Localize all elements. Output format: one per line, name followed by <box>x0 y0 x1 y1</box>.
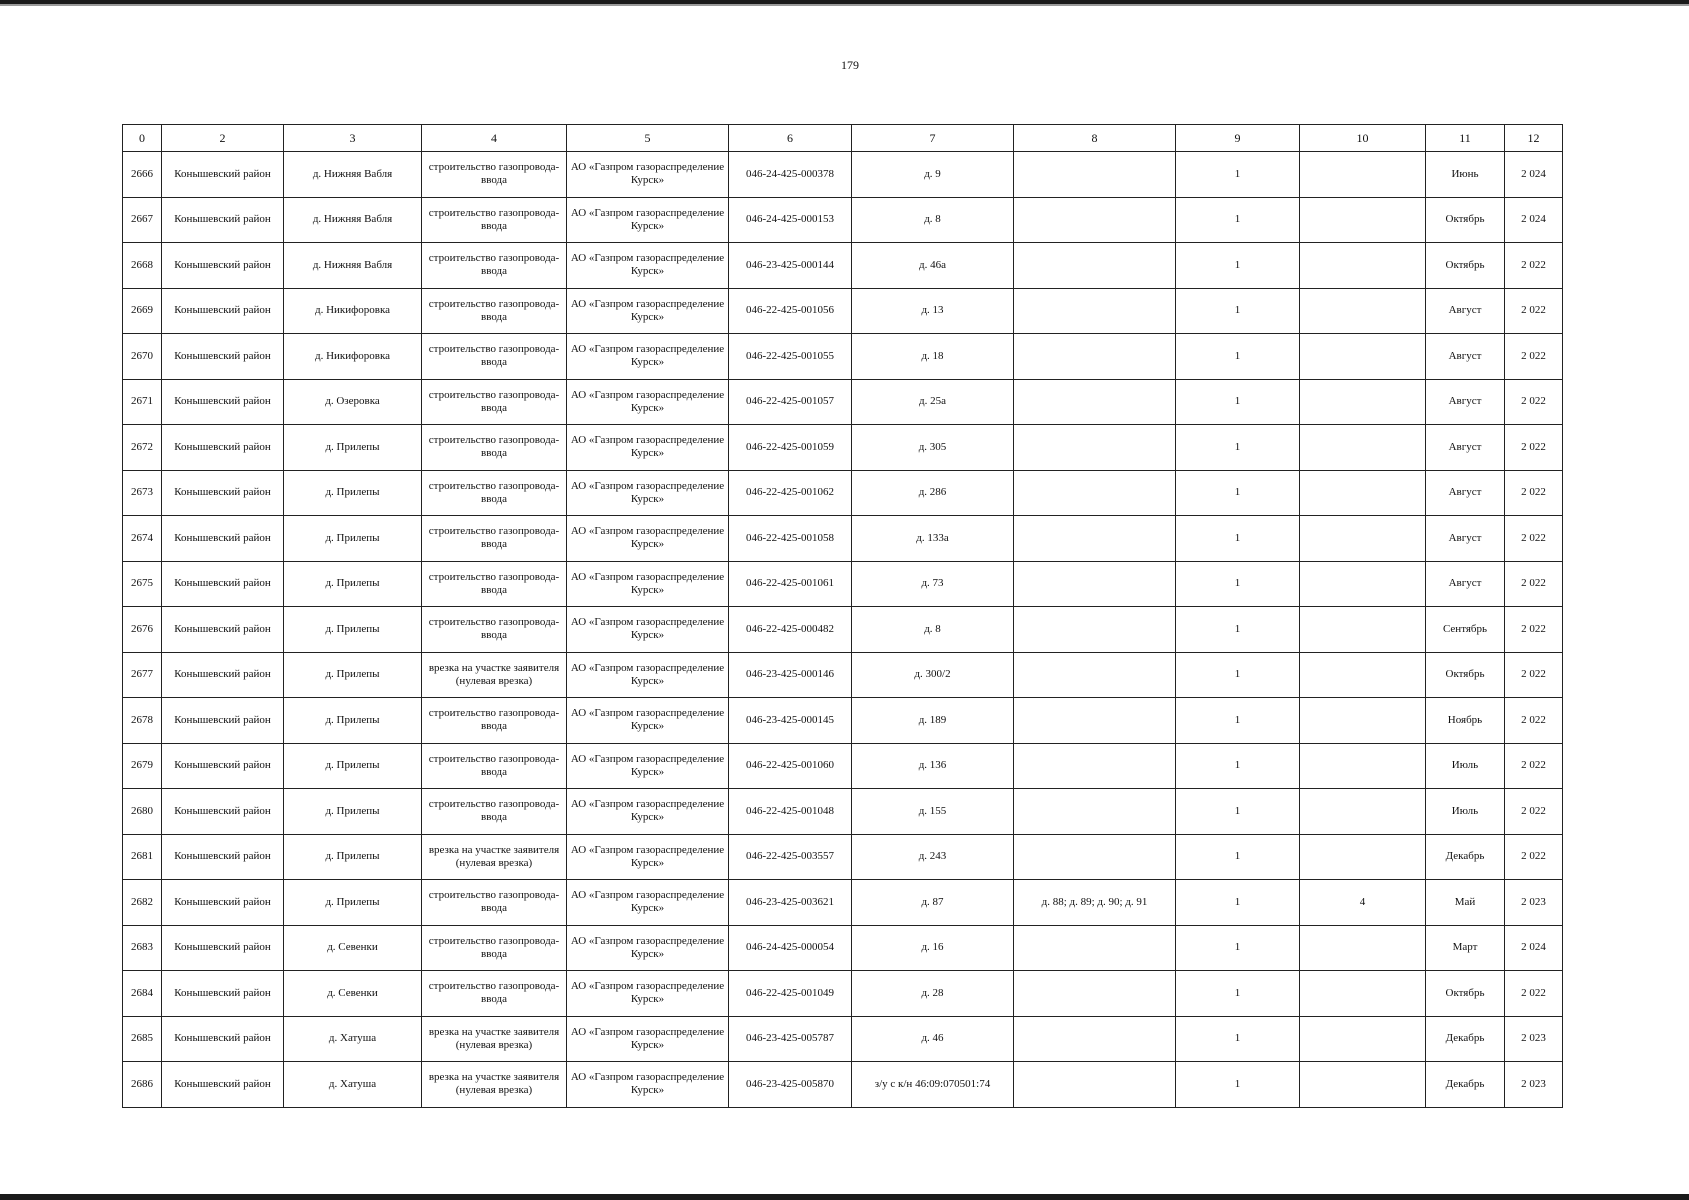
cell-month: Август <box>1426 470 1505 516</box>
cell-month: Август <box>1426 288 1505 334</box>
cell-count: 1 <box>1176 425 1300 471</box>
cell-year: 2 022 <box>1505 834 1563 880</box>
cell-address: д. 286 <box>852 470 1014 516</box>
cell-count: 1 <box>1176 971 1300 1017</box>
cell-address: д. 13 <box>852 288 1014 334</box>
cell-year: 2 022 <box>1505 789 1563 835</box>
cell-month: Сентябрь <box>1426 607 1505 653</box>
cell-additional-addresses <box>1014 652 1176 698</box>
cell-extra-count <box>1300 1016 1426 1062</box>
cell-extra-count <box>1300 197 1426 243</box>
cell-count: 1 <box>1176 880 1300 926</box>
cell-work-type: строительство газопровода-ввода <box>422 516 567 562</box>
cell-additional-addresses <box>1014 379 1176 425</box>
cell-year: 2 022 <box>1505 379 1563 425</box>
cell-application-number: 046-23-425-000146 <box>729 652 852 698</box>
cell-address: д. 9 <box>852 152 1014 198</box>
cell-district: Конышевский район <box>162 743 284 789</box>
cell-district: Конышевский район <box>162 334 284 380</box>
cell-application-number: 046-22-425-001061 <box>729 561 852 607</box>
cell-address: д. 243 <box>852 834 1014 880</box>
cell-count: 1 <box>1176 789 1300 835</box>
cell-work-type: врезка на участке заявителя (нулевая врезка) <box>422 1016 567 1062</box>
cell-extra-count <box>1300 470 1426 516</box>
cell-extra-count <box>1300 834 1426 880</box>
header-col-5: 5 <box>567 125 729 152</box>
cell-application-number: 046-22-425-001055 <box>729 334 852 380</box>
cell-extra-count <box>1300 425 1426 471</box>
table-row <box>123 561 1563 607</box>
table-row <box>123 470 1563 516</box>
cell-work-type: строительство газопровода-ввода <box>422 971 567 1017</box>
cell-year: 2 023 <box>1505 1016 1563 1062</box>
cell-count: 1 <box>1176 1062 1300 1108</box>
cell-row-number: 2667 <box>123 197 162 243</box>
cell-settlement: д. Прилепы <box>284 789 422 835</box>
cell-extra-count <box>1300 152 1426 198</box>
cell-district: Конышевский район <box>162 1016 284 1062</box>
cell-additional-addresses <box>1014 1016 1176 1062</box>
cell-count: 1 <box>1176 834 1300 880</box>
cell-month: Октябрь <box>1426 197 1505 243</box>
header-col-12: 12 <box>1505 125 1563 152</box>
cell-address: д. 46а <box>852 243 1014 289</box>
cell-work-type: строительство газопровода-ввода <box>422 743 567 789</box>
cell-year: 2 023 <box>1505 880 1563 926</box>
cell-application-number: 046-24-425-000054 <box>729 925 852 971</box>
cell-year: 2 022 <box>1505 334 1563 380</box>
cell-additional-addresses <box>1014 925 1176 971</box>
cell-extra-count <box>1300 379 1426 425</box>
cell-row-number: 2673 <box>123 470 162 516</box>
cell-settlement: д. Нижняя Вабля <box>284 197 422 243</box>
cell-work-type: строительство газопровода-ввода <box>422 288 567 334</box>
cell-work-type: строительство газопровода-ввода <box>422 425 567 471</box>
cell-application-number: 046-22-425-001062 <box>729 470 852 516</box>
cell-row-number: 2670 <box>123 334 162 380</box>
cell-extra-count <box>1300 243 1426 289</box>
cell-gas-organization: АО «Газпром газораспределение Курск» <box>567 243 729 289</box>
cell-work-type: строительство газопровода-ввода <box>422 607 567 653</box>
cell-settlement: д. Прилепы <box>284 743 422 789</box>
cell-extra-count <box>1300 652 1426 698</box>
cell-extra-count <box>1300 698 1426 744</box>
cell-year: 2 022 <box>1505 243 1563 289</box>
cell-address: д. 8 <box>852 197 1014 243</box>
table-row <box>123 698 1563 744</box>
cell-month: Август <box>1426 561 1505 607</box>
table-header <box>123 125 1563 152</box>
cell-work-type: строительство газопровода-ввода <box>422 925 567 971</box>
cell-district: Конышевский район <box>162 607 284 653</box>
cell-district: Конышевский район <box>162 789 284 835</box>
cell-gas-organization: АО «Газпром газораспределение Курск» <box>567 1016 729 1062</box>
cell-month: Декабрь <box>1426 1062 1505 1108</box>
cell-row-number: 2669 <box>123 288 162 334</box>
table-row <box>123 743 1563 789</box>
cell-count: 1 <box>1176 152 1300 198</box>
cell-additional-addresses <box>1014 288 1176 334</box>
cell-application-number: 046-23-425-000144 <box>729 243 852 289</box>
cell-year: 2 024 <box>1505 152 1563 198</box>
cell-additional-addresses <box>1014 743 1176 789</box>
cell-additional-addresses <box>1014 197 1176 243</box>
cell-work-type: врезка на участке заявителя (нулевая врезка) <box>422 1062 567 1108</box>
table-body <box>123 152 1563 1108</box>
cell-year: 2 024 <box>1505 925 1563 971</box>
cell-year: 2 022 <box>1505 652 1563 698</box>
cell-work-type: строительство газопровода-ввода <box>422 561 567 607</box>
cell-extra-count <box>1300 516 1426 562</box>
cell-year: 2 022 <box>1505 971 1563 1017</box>
cell-gas-organization: АО «Газпром газораспределение Курск» <box>567 288 729 334</box>
cell-count: 1 <box>1176 743 1300 789</box>
cell-application-number: 046-22-425-001049 <box>729 971 852 1017</box>
cell-row-number: 2682 <box>123 880 162 926</box>
cell-year: 2 022 <box>1505 743 1563 789</box>
cell-address: з/у с к/н 46:09:070501:74 <box>852 1062 1014 1108</box>
cell-gas-organization: АО «Газпром газораспределение Курск» <box>567 607 729 653</box>
cell-additional-addresses <box>1014 789 1176 835</box>
cell-address: д. 18 <box>852 334 1014 380</box>
cell-application-number: 046-24-425-000153 <box>729 197 852 243</box>
cell-month: Август <box>1426 379 1505 425</box>
cell-month: Июнь <box>1426 152 1505 198</box>
cell-count: 1 <box>1176 561 1300 607</box>
cell-work-type: строительство газопровода-ввода <box>422 243 567 289</box>
cell-address: д. 28 <box>852 971 1014 1017</box>
cell-address: д. 46 <box>852 1016 1014 1062</box>
cell-application-number: 046-22-425-001058 <box>729 516 852 562</box>
cell-extra-count <box>1300 789 1426 835</box>
cell-extra-count <box>1300 1062 1426 1108</box>
scan-edge-top-shade <box>0 4 1689 6</box>
table-row <box>123 607 1563 653</box>
header-col-9: 9 <box>1176 125 1300 152</box>
cell-count: 1 <box>1176 925 1300 971</box>
cell-work-type: строительство газопровода-ввода <box>422 470 567 516</box>
cell-additional-addresses <box>1014 971 1176 1017</box>
cell-additional-addresses <box>1014 561 1176 607</box>
header-col-11: 11 <box>1426 125 1505 152</box>
cell-month: Март <box>1426 925 1505 971</box>
cell-row-number: 2672 <box>123 425 162 471</box>
cell-address: д. 133а <box>852 516 1014 562</box>
cell-district: Конышевский район <box>162 288 284 334</box>
page-number: 179 <box>841 58 859 72</box>
cell-district: Конышевский район <box>162 243 284 289</box>
cell-gas-organization: АО «Газпром газораспределение Курск» <box>567 971 729 1017</box>
table-row <box>123 243 1563 289</box>
cell-settlement: д. Прилепы <box>284 698 422 744</box>
cell-row-number: 2678 <box>123 698 162 744</box>
cell-month: Декабрь <box>1426 1016 1505 1062</box>
cell-settlement: д. Нижняя Вабля <box>284 243 422 289</box>
cell-additional-addresses <box>1014 152 1176 198</box>
cell-year: 2 022 <box>1505 561 1563 607</box>
table-row <box>123 197 1563 243</box>
cell-count: 1 <box>1176 379 1300 425</box>
cell-additional-addresses: д. 88; д. 89; д. 90; д. 91 <box>1014 880 1176 926</box>
cell-additional-addresses <box>1014 1062 1176 1108</box>
cell-work-type: строительство газопровода-ввода <box>422 789 567 835</box>
cell-settlement: д. Никифоровка <box>284 334 422 380</box>
cell-district: Конышевский район <box>162 1062 284 1108</box>
table-row <box>123 516 1563 562</box>
cell-month: Октябрь <box>1426 243 1505 289</box>
table-row <box>123 425 1563 471</box>
header-row <box>123 125 1563 152</box>
cell-additional-addresses <box>1014 516 1176 562</box>
cell-district: Конышевский район <box>162 152 284 198</box>
cell-district: Конышевский район <box>162 470 284 516</box>
cell-application-number: 046-23-425-005787 <box>729 1016 852 1062</box>
cell-gas-organization: АО «Газпром газораспределение Курск» <box>567 652 729 698</box>
cell-count: 1 <box>1176 470 1300 516</box>
cell-month: Июль <box>1426 789 1505 835</box>
cell-count: 1 <box>1176 607 1300 653</box>
cell-settlement: д. Никифоровка <box>284 288 422 334</box>
cell-month: Август <box>1426 425 1505 471</box>
cell-settlement: д. Севенки <box>284 925 422 971</box>
cell-count: 1 <box>1176 243 1300 289</box>
scan-edge-bottom <box>0 1194 1689 1200</box>
cell-address: д. 8 <box>852 607 1014 653</box>
cell-month: Ноябрь <box>1426 698 1505 744</box>
cell-row-number: 2681 <box>123 834 162 880</box>
header-col-8: 8 <box>1014 125 1176 152</box>
table-row <box>123 288 1563 334</box>
cell-year: 2 024 <box>1505 197 1563 243</box>
header-col-6: 6 <box>729 125 852 152</box>
cell-extra-count <box>1300 561 1426 607</box>
cell-gas-organization: АО «Газпром газораспределение Курск» <box>567 743 729 789</box>
cell-extra-count <box>1300 607 1426 653</box>
cell-address: д. 300/2 <box>852 652 1014 698</box>
cell-gas-organization: АО «Газпром газораспределение Курск» <box>567 197 729 243</box>
cell-month: Октябрь <box>1426 971 1505 1017</box>
cell-application-number: 046-22-425-001057 <box>729 379 852 425</box>
cell-extra-count <box>1300 971 1426 1017</box>
cell-settlement: д. Прилепы <box>284 607 422 653</box>
cell-district: Конышевский район <box>162 834 284 880</box>
cell-settlement: д. Прилепы <box>284 561 422 607</box>
cell-row-number: 2680 <box>123 789 162 835</box>
cell-address: д. 305 <box>852 425 1014 471</box>
cell-row-number: 2677 <box>123 652 162 698</box>
cell-row-number: 2676 <box>123 607 162 653</box>
cell-row-number: 2684 <box>123 971 162 1017</box>
cell-settlement: д. Прилепы <box>284 834 422 880</box>
cell-application-number: 046-23-425-003621 <box>729 880 852 926</box>
table-row <box>123 334 1563 380</box>
cell-district: Конышевский район <box>162 925 284 971</box>
cell-district: Конышевский район <box>162 971 284 1017</box>
cell-additional-addresses <box>1014 334 1176 380</box>
cell-settlement: д. Нижняя Вабля <box>284 152 422 198</box>
cell-row-number: 2671 <box>123 379 162 425</box>
cell-district: Конышевский район <box>162 379 284 425</box>
cell-district: Конышевский район <box>162 516 284 562</box>
table-row <box>123 1016 1563 1062</box>
cell-district: Конышевский район <box>162 652 284 698</box>
cell-month: Май <box>1426 880 1505 926</box>
cell-row-number: 2674 <box>123 516 162 562</box>
header-col-0: 0 <box>123 125 162 152</box>
table-row <box>123 925 1563 971</box>
cell-gas-organization: АО «Газпром газораспределение Курск» <box>567 1062 729 1108</box>
cell-additional-addresses <box>1014 470 1176 516</box>
cell-row-number: 2685 <box>123 1016 162 1062</box>
cell-settlement: д. Прилепы <box>284 516 422 562</box>
header-col-4: 4 <box>422 125 567 152</box>
cell-row-number: 2675 <box>123 561 162 607</box>
table-row <box>123 971 1563 1017</box>
cell-additional-addresses <box>1014 834 1176 880</box>
cell-extra-count: 4 <box>1300 880 1426 926</box>
cell-settlement: д. Прилепы <box>284 470 422 516</box>
cell-gas-organization: АО «Газпром газораспределение Курск» <box>567 425 729 471</box>
cell-gas-organization: АО «Газпром газораспределение Курск» <box>567 334 729 380</box>
cell-count: 1 <box>1176 288 1300 334</box>
cell-address: д. 87 <box>852 880 1014 926</box>
cell-year: 2 022 <box>1505 516 1563 562</box>
cell-work-type: строительство газопровода-ввода <box>422 698 567 744</box>
cell-application-number: 046-23-425-000145 <box>729 698 852 744</box>
table-row <box>123 789 1563 835</box>
cell-year: 2 022 <box>1505 288 1563 334</box>
cell-application-number: 046-24-425-000378 <box>729 152 852 198</box>
cell-address: д. 16 <box>852 925 1014 971</box>
header-col-2: 2 <box>162 125 284 152</box>
cell-count: 1 <box>1176 516 1300 562</box>
cell-address: д. 189 <box>852 698 1014 744</box>
cell-count: 1 <box>1176 652 1300 698</box>
cell-extra-count <box>1300 743 1426 789</box>
cell-district: Конышевский район <box>162 698 284 744</box>
cell-address: д. 155 <box>852 789 1014 835</box>
cell-count: 1 <box>1176 1016 1300 1062</box>
cell-year: 2 022 <box>1505 607 1563 653</box>
cell-gas-organization: АО «Газпром газораспределение Курск» <box>567 470 729 516</box>
header-col-10: 10 <box>1300 125 1426 152</box>
cell-district: Конышевский район <box>162 425 284 471</box>
cell-month: Декабрь <box>1426 834 1505 880</box>
cell-work-type: строительство газопровода-ввода <box>422 379 567 425</box>
cell-settlement: д. Прилепы <box>284 425 422 471</box>
cell-count: 1 <box>1176 334 1300 380</box>
cell-month: Июль <box>1426 743 1505 789</box>
cell-application-number: 046-22-425-001060 <box>729 743 852 789</box>
cell-address: д. 136 <box>852 743 1014 789</box>
cell-extra-count <box>1300 288 1426 334</box>
cell-additional-addresses <box>1014 607 1176 653</box>
cell-work-type: строительство газопровода-ввода <box>422 334 567 380</box>
cell-application-number: 046-22-425-001059 <box>729 425 852 471</box>
cell-gas-organization: АО «Газпром газораспределение Курск» <box>567 516 729 562</box>
cell-address: д. 25а <box>852 379 1014 425</box>
cell-gas-organization: АО «Газпром газораспределение Курск» <box>567 152 729 198</box>
cell-gas-organization: АО «Газпром газораспределение Курск» <box>567 561 729 607</box>
cell-additional-addresses <box>1014 698 1176 744</box>
cell-application-number: 046-22-425-003557 <box>729 834 852 880</box>
cell-settlement: д. Озеровка <box>284 379 422 425</box>
cell-year: 2 022 <box>1505 425 1563 471</box>
header-col-3: 3 <box>284 125 422 152</box>
cell-additional-addresses <box>1014 243 1176 289</box>
cell-gas-organization: АО «Газпром газораспределение Курск» <box>567 880 729 926</box>
cell-row-number: 2666 <box>123 152 162 198</box>
cell-settlement: д. Севенки <box>284 971 422 1017</box>
header-col-7: 7 <box>852 125 1014 152</box>
cell-month: Август <box>1426 334 1505 380</box>
table-row <box>123 1062 1563 1108</box>
cell-application-number: 046-22-425-000482 <box>729 607 852 653</box>
cell-month: Октябрь <box>1426 652 1505 698</box>
cell-settlement: д. Прилепы <box>284 652 422 698</box>
cell-settlement: д. Хатуша <box>284 1062 422 1108</box>
cell-district: Конышевский район <box>162 561 284 607</box>
cell-gas-organization: АО «Газпром газораспределение Курск» <box>567 698 729 744</box>
cell-count: 1 <box>1176 698 1300 744</box>
cell-district: Конышевский район <box>162 880 284 926</box>
cell-application-number: 046-22-425-001048 <box>729 789 852 835</box>
cell-extra-count <box>1300 925 1426 971</box>
table-row <box>123 152 1563 198</box>
cell-settlement: д. Прилепы <box>284 880 422 926</box>
table-row <box>123 379 1563 425</box>
cell-application-number: 046-22-425-001056 <box>729 288 852 334</box>
cell-row-number: 2679 <box>123 743 162 789</box>
cell-year: 2 023 <box>1505 1062 1563 1108</box>
table-row <box>123 834 1563 880</box>
cell-row-number: 2683 <box>123 925 162 971</box>
cell-work-type: строительство газопровода-ввода <box>422 152 567 198</box>
cell-additional-addresses <box>1014 425 1176 471</box>
table-row <box>123 880 1563 926</box>
cell-work-type: врезка на участке заявителя (нулевая врезка) <box>422 652 567 698</box>
cell-settlement: д. Хатуша <box>284 1016 422 1062</box>
cell-district: Конышевский район <box>162 197 284 243</box>
cell-gas-organization: АО «Газпром газораспределение Курск» <box>567 834 729 880</box>
cell-count: 1 <box>1176 197 1300 243</box>
cell-work-type: строительство газопровода-ввода <box>422 880 567 926</box>
cell-extra-count <box>1300 334 1426 380</box>
cell-work-type: врезка на участке заявителя (нулевая врезка) <box>422 834 567 880</box>
table-row <box>123 652 1563 698</box>
cell-row-number: 2668 <box>123 243 162 289</box>
cell-year: 2 022 <box>1505 470 1563 516</box>
cell-gas-organization: АО «Газпром газораспределение Курск» <box>567 379 729 425</box>
cell-month: Август <box>1426 516 1505 562</box>
cell-address: д. 73 <box>852 561 1014 607</box>
cell-application-number: 046-23-425-005870 <box>729 1062 852 1108</box>
cell-row-number: 2686 <box>123 1062 162 1108</box>
cell-year: 2 022 <box>1505 698 1563 744</box>
gas-connection-register-table <box>122 124 1563 1108</box>
cell-work-type: строительство газопровода-ввода <box>422 197 567 243</box>
cell-gas-organization: АО «Газпром газораспределение Курск» <box>567 789 729 835</box>
cell-gas-organization: АО «Газпром газораспределение Курск» <box>567 925 729 971</box>
